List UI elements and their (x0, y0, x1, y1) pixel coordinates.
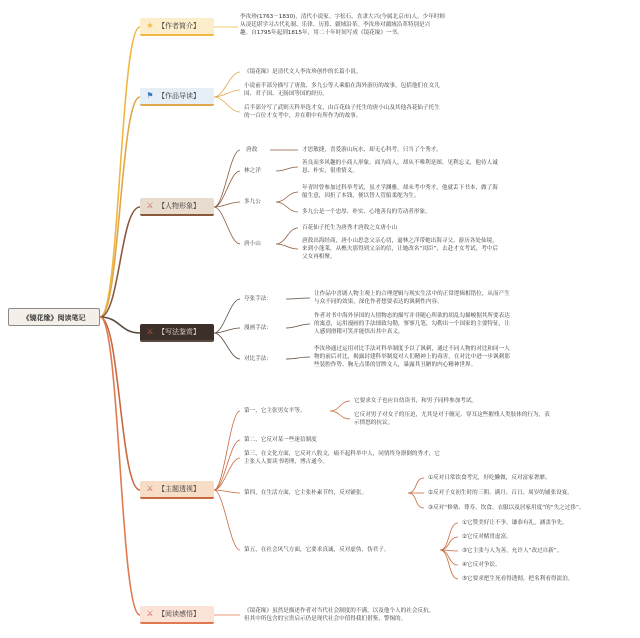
text-line: 小说前半部分描写了唐敖、多九公等人乘船在海外游历的故事，包括他们在女儿 (244, 83, 440, 89)
text-line: 的一百位才女考中，并在朝中有所作为的故事。 (244, 113, 362, 119)
text-line: 示愤怒的抗议。 (354, 420, 394, 426)
flag-icon: ⚑ (146, 91, 154, 100)
swords-icon: ⚔ (146, 609, 154, 618)
text-line: 作者对书中海外异国的人情物态的描写并非随心所欲的胡乱勾描峻据其所要表达 (314, 313, 510, 319)
branch-guide-label: 【作品导读】 (158, 92, 200, 100)
text-line: 李汝珍(1763－1830)，清代小说家。字松石，直隶大兴(今属北京市)人。少年时师 (240, 14, 446, 20)
guide-text-3 (244, 104, 440, 120)
technique-name: 对比手法： (244, 356, 272, 362)
theme-sub: ⑤它要求把生死看得透彻，把名利看得淡泊。 (462, 576, 574, 582)
text-line: 善良而多风趣的小商人形象。面为商人，却从不唯利是图、见利忘义，他待人诚 (302, 160, 498, 166)
branch-reflection-label: 【阅读感悟】 (158, 610, 200, 618)
text-line: 它反对男子对女子的压迫，尤其是对于缠足、穿耳这些摧残人类肢体的行为，表 (354, 412, 550, 418)
text-line: 《镜花缘》虽然是描述作者对当代社会制度的不满，以及他个人的社会反抗。 (244, 608, 435, 614)
text-line: 唐敖出海经商，唐小山思念父亲心切，逼林之洋带她出海寻父。游历各处仙境， (302, 238, 498, 244)
swords-icon: ⚔ (146, 484, 154, 493)
character-desc: 才思敏捷，喜爱游山玩水，却无心科考，只当了个秀才。 (302, 147, 442, 153)
theme-point (244, 450, 440, 466)
technique-desc (314, 345, 510, 369)
text-line: 年青时曾参加过科举考试，虽才学渊雅，却未考中秀才，他就丢下书本，做了海 (302, 185, 498, 191)
theme-sub (354, 411, 550, 427)
character-desc (302, 159, 498, 175)
text-line: 恳、朴实，很重情义。 (302, 168, 358, 174)
theme-point: 第一，它主张男女平等。 (244, 408, 306, 414)
text-line: 人感到滑稽可笑并能悟出其中真义。 (314, 329, 404, 335)
swords-icon: ⚔ (146, 327, 154, 336)
theme-sub: ①它赞美好让不争，谦恭有礼，涵盖争先。 (462, 520, 568, 526)
theme-sub: 它要求女子也应自幼读书，和男子同样参加考试。 (354, 398, 478, 404)
guide-text-1: 《镜花缘》是清代文人李汝珍创作的长篇小说。 (244, 69, 362, 75)
branch-characters[interactable] (140, 198, 214, 216)
branch-theme-label: 【主题透视】 (158, 485, 200, 493)
text-line: 第三，在文化方面，它反对八股文，痛不起科举中人，同情终身潦倒的秀才，它 (244, 451, 440, 457)
character-desc: 百花仙子托生为唐秀才唐敖之女唐小山 (302, 225, 398, 231)
guide-text-2 (244, 82, 440, 98)
text-line: 国、君子国、无肠国等国的经历。 (244, 91, 328, 97)
reflection-text (244, 607, 434, 623)
theme-sub: ②反对子女初生时的三朝、满月、百日、周岁的铺张设宴。 (428, 490, 573, 496)
theme-sub: ③反对“修塾、尊寿、饮食、衣服以及居家用度”的“失之过侈”。 (428, 505, 585, 511)
text-line: 物的前后对比，揭露封建科举制度对人们精神上的毒害，在对比中进一步讽刺那 (314, 354, 510, 360)
theme-point: 第二，它反对某一些迷信制度 (244, 437, 317, 443)
text-line: 父女再相聚。 (302, 254, 336, 260)
theme-point: 第五，在社会风气方面，它要求真诚，反对虚伪、伪君子。 (244, 547, 390, 553)
branch-characters-label: 【人物形象】 (158, 202, 200, 210)
character-name: 林之洋 (244, 168, 261, 174)
branch-theme[interactable] (140, 481, 214, 499)
technique-name: 夸张手法： (244, 296, 272, 302)
character-name: 唐敖 (246, 147, 258, 153)
text-line: 让作品中喜剧人物主观上的合理逻辑与现实生活中的正常逻辑相错位，从而产生 (314, 291, 510, 297)
technique-desc (314, 290, 510, 306)
text-line: 的寓意，运用漫画的手法细致勾勒，寥寥几笔，勾勒出一个国家的主要特征，让 (314, 321, 510, 327)
branch-reflection[interactable] (140, 606, 214, 624)
theme-sub: ④它反对争讼。 (462, 562, 501, 568)
branch-technique[interactable] (140, 324, 214, 342)
text-line: 主张人人要读书明理，博古通今。 (244, 459, 328, 465)
text-line: 但其中所包含的宝贵启示仍是现代社会中值得我们借鉴、警惕的。 (244, 616, 407, 622)
text-line: 趣。自1795年起到1815年，用二十年时间写成《镜花缘》一书。 (240, 30, 403, 36)
branch-author-label: 【作者简介】 (158, 22, 200, 30)
branch-author[interactable] (140, 18, 214, 36)
text-line: 从凌廷堪学习古代礼制、乐律、历算、疆域沿革。李汝珍对疆域沿革特别是兴 (240, 22, 431, 28)
character-desc (302, 184, 498, 200)
text-line: 与众不同的效果，深化作者想要表达的讽刺性内容。 (314, 299, 443, 305)
character-name: 唐小山 (244, 241, 261, 247)
text-line: 来到小蓬莱，从樵夫那得到父亲的信，让她改名“闺臣”，去赴才女考试，考中后 (302, 246, 498, 252)
swords-icon: ⚔ (146, 201, 154, 210)
character-name: 多九公 (244, 199, 261, 205)
theme-sub: ②它反对赌贯虚富。 (462, 534, 512, 540)
text-line: 后半部分写了武则天科举选才女，由百花仙子托生的唐小山及其他各花仙子托生 (244, 105, 440, 111)
theme-point: 第四，在生活方面，它主张朴素节约，反对铺张。 (244, 490, 368, 496)
author-text (240, 13, 630, 37)
character-desc: 多九公是一个忠厚、朴实、心地善良的劳动者形象。 (302, 209, 431, 215)
technique-desc (314, 312, 510, 336)
character-desc (302, 237, 498, 261)
theme-sub: ③它主张与人为善，允许人“改过自新”。 (462, 548, 563, 554)
root-node[interactable]: 《镜花缘》阅读笔记 (8, 308, 100, 326)
text-line: 李汝珍通过运用对比手法对科举制度予以了讽刺，通过不同人物的对比和同一人 (314, 346, 510, 352)
star-icon: ★ (146, 21, 154, 30)
theme-sub: ①反对日常饮食考究，好吃懒做，反对富家奢靡。 (428, 475, 551, 481)
branch-technique-label: 【写法鉴赏】 (158, 328, 200, 336)
branch-guide[interactable] (140, 88, 214, 106)
text-line: 些装腔作势、胸无点墨的冒牌文人，暴露其丑陋的内心精神世界。 (314, 362, 477, 368)
text-line: 船生意，因折了本钱，便以替人管船柔舵为生。 (302, 193, 420, 199)
technique-name: 漫画手法： (244, 325, 272, 331)
